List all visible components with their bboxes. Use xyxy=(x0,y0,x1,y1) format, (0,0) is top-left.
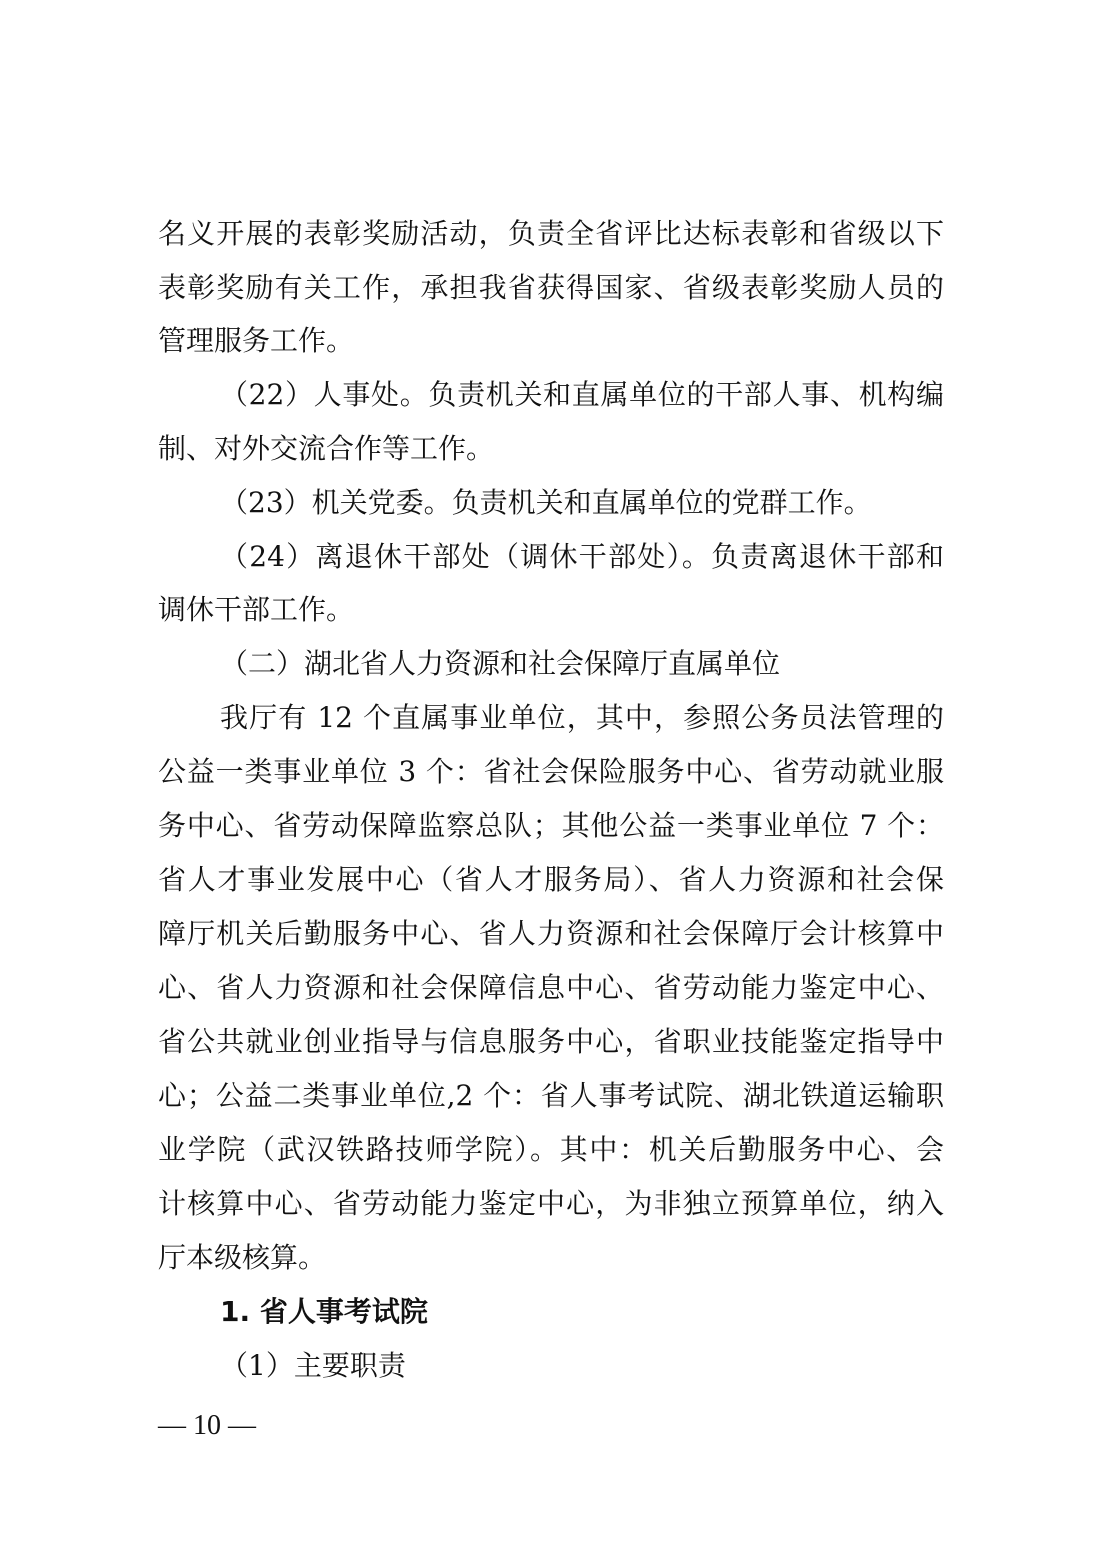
item-24-line: 调休干部工作。 xyxy=(158,593,355,626)
subsubsection-heading: （1）主要职责 xyxy=(220,1349,406,1382)
paragraph-line: 表彰奖励有关工作，承担我省获得国家、省级表彰奖励人员的 xyxy=(158,271,944,304)
item-24-line: （24）离退休干部处（调休干部处）。负责离退休干部和 xyxy=(220,540,944,573)
paragraph-line: 计核算中心、省劳动能力鉴定中心，为非独立预算单位，纳入 xyxy=(158,1187,944,1220)
paragraph-line: 心、省人力资源和社会保障信息中心、省劳动能力鉴定中心、 xyxy=(158,971,944,1004)
paragraph-line: 省公共就业创业指导与信息服务中心，省职业技能鉴定指导中 xyxy=(158,1025,944,1058)
paragraph-line: 厅本级核算。 xyxy=(158,1241,327,1274)
paragraph-line: 障厅机关后勤服务中心、省人力资源和社会保障厅会计核算中 xyxy=(158,917,944,950)
paragraph-line: 业学院（武汉铁路技师学院）。其中：机关后勤服务中心、会 xyxy=(158,1133,944,1166)
item-22-line: （22）人事处。负责机关和直属单位的干部人事、机构编 xyxy=(220,378,944,411)
item-22-line: 制、对外交流合作等工作。 xyxy=(158,432,495,465)
paragraph-line: 省人才事业发展中心（省人才服务局）、省人力资源和社会保 xyxy=(158,863,944,896)
paragraph-line: 心；公益二类事业单位,2 个：省人事考试院、湖北铁道运输职 xyxy=(158,1079,944,1112)
paragraph-line: 管理服务工作。 xyxy=(158,324,355,357)
paragraph-line: 务中心、省劳动保障监察总队；其他公益一类事业单位 7 个： xyxy=(158,809,944,842)
section-heading: （二）湖北省人力资源和社会保障厅直属单位 xyxy=(220,647,781,680)
paragraph-line: 我厅有 12 个直属事业单位，其中，参照公务员法管理的 xyxy=(220,701,944,734)
subsection-heading: 1. 省人事考试院 xyxy=(220,1295,428,1328)
paragraph-line: 名义开展的表彰奖励活动，负责全省评比达标表彰和省级以下 xyxy=(158,217,944,250)
paragraph-line: 公益一类事业单位 3 个：省社会保险服务中心、省劳动就业服 xyxy=(158,755,944,788)
page-number: — 10 — xyxy=(158,1410,256,1441)
item-23-line: （23）机关党委。负责机关和直属单位的党群工作。 xyxy=(220,486,872,519)
